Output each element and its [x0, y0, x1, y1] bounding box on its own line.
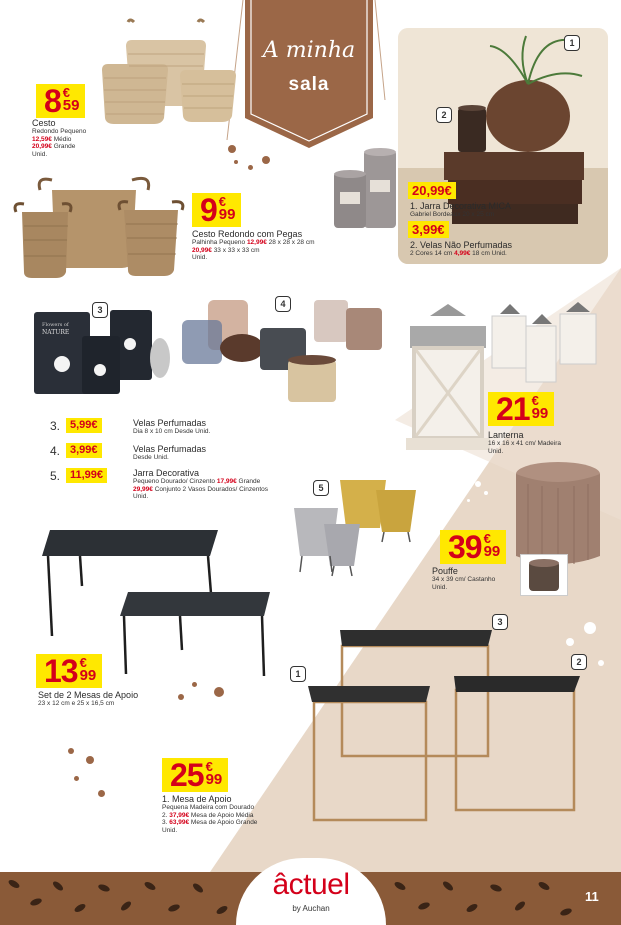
- baskets-image: [100, 18, 240, 126]
- price-int: 13: [44, 653, 78, 689]
- deco-dot: [228, 145, 236, 153]
- lanterna-desc: 16 x 16 x 41 cm/ Madeira Unid.: [488, 440, 561, 455]
- badge-2: 2: [436, 107, 452, 123]
- price-currency: €: [62, 85, 71, 100]
- lanterna-name: Lanterna: [488, 430, 524, 440]
- price-int: 9: [200, 192, 217, 228]
- cesto-pegas-name: Cesto Redondo com Pegas: [192, 229, 303, 239]
- cesto-name: Cesto: [32, 118, 56, 128]
- pouffe-detail-inset: [520, 554, 568, 596]
- price-cents: 59: [62, 97, 80, 114]
- list-price-4: 3,99€: [66, 443, 102, 458]
- deco-dot: [74, 776, 79, 781]
- price-int: 8: [44, 83, 61, 119]
- nesting-tables-image: [306, 626, 586, 826]
- price-tag-cesto: [36, 84, 85, 118]
- badge-1: 1: [564, 35, 580, 51]
- mesa-apoio-name: 1. Mesa de Apoio: [162, 794, 232, 804]
- badge-5: 5: [313, 480, 329, 496]
- metal-vases-image: [290, 474, 422, 578]
- price-currency: €: [483, 531, 491, 546]
- list-price-5: 11,99€: [66, 468, 107, 483]
- price-cents: 99: [483, 543, 501, 560]
- velas-np-name: 2. Velas Não Perfumadas: [410, 240, 513, 250]
- list-name-3: Velas Perfumadas: [133, 418, 207, 428]
- list-desc-5: Pequeno Dourado/ Cinzento 17,99€ Grande 29,99€ Conjunto 2 Vasos Dourados/ Cinzentos Unid.: [133, 478, 269, 500]
- deco-dot: [484, 491, 488, 495]
- deco-dot: [467, 499, 470, 502]
- deco-dot: [178, 694, 184, 700]
- deco-dot: [262, 156, 270, 164]
- price-jarra-mica: 20,99€: [408, 182, 456, 199]
- price-tag-mesas-set: [36, 654, 102, 688]
- candle-jars-image: [180, 294, 388, 404]
- brand-logo: âctuel: [272, 868, 350, 901]
- list-desc-3: Dia 8 x 10 cm Desde Unid.: [133, 428, 211, 435]
- price-int: 21: [496, 391, 530, 427]
- list-name-5: Jarra Decorativa: [133, 468, 200, 478]
- price-cents: 99: [218, 206, 236, 223]
- price-tag-mesa-apoio: [162, 758, 228, 792]
- deco-dot: [192, 682, 197, 687]
- price-tag-lanterna: [488, 392, 554, 426]
- title-line1: A minha: [262, 38, 356, 63]
- deco-dot: [598, 660, 604, 666]
- deco-dot: [98, 790, 105, 797]
- deco-dot: [86, 756, 94, 764]
- badge-3: 3: [92, 302, 108, 318]
- svg-text:NATURE: NATURE: [42, 329, 70, 336]
- mesas-set-desc: 23 x 12 cm e 25 x 16,5 cm: [38, 700, 115, 707]
- list-num-5: 5.: [50, 469, 61, 483]
- deco-dot: [214, 687, 224, 697]
- title-line2: sala: [288, 74, 330, 95]
- price-int: 25: [170, 757, 204, 793]
- mesa-apoio-desc: Pequena Madeira com Dourado 2. 37,99€ Mesa de Apoio Média 3. 63,99€ Mesa de Apoio Grande Unid.: [162, 804, 258, 834]
- mesas-set-name: Set de 2 Mesas de Apoio: [38, 690, 139, 700]
- cesto-pegas-desc: Palhinha Pequeno 12,99€ 28 x 28 x 28 cm 20,99€ 33 x 33 x 33 cm Unid.: [192, 239, 315, 261]
- badge-4: 4: [275, 296, 291, 312]
- jarra-mica-name: 1. Jarra Decorativa MICA: [410, 201, 512, 211]
- badge-table-3: 3: [492, 614, 508, 630]
- price-velas-np: 3,99€: [408, 221, 449, 238]
- price-tag-cesto-pegas: [192, 193, 241, 227]
- list-desc-4: Desde Unid.: [133, 454, 169, 461]
- deco-dot: [248, 165, 253, 170]
- badge-table-2: 2: [571, 654, 587, 670]
- scented-candles-image: [30, 306, 170, 398]
- page-number: 11: [585, 889, 599, 904]
- price-currency: €: [531, 393, 539, 408]
- brand-sub: by Auchan: [292, 904, 330, 913]
- deco-dot: [68, 748, 74, 754]
- list-price-3: 5,99€: [66, 418, 102, 433]
- price-currency: €: [79, 655, 87, 670]
- price-cents: 99: [531, 405, 549, 422]
- list-name-4: Velas Perfumadas: [133, 444, 207, 454]
- velas-np-desc: 2 Cores 14 cm 4,99€ 18 cm Unid.: [410, 250, 507, 257]
- price-tag-pouffe: [440, 530, 506, 564]
- price-cents: 99: [205, 771, 223, 788]
- svg-text:Flowers of: Flowers of: [42, 322, 69, 328]
- jarra-mica-desc: Gabriel Bordeaux 20 x 25 cm: [410, 211, 495, 218]
- price-currency: €: [205, 759, 213, 774]
- price-cents: 99: [79, 667, 97, 684]
- cesto-desc: Redondo Pequeno 12,59€ Médio 20,99€ Grande Unid.: [32, 128, 87, 158]
- pouffe-desc: 34 x 39 cm/ Castanho Unid.: [432, 576, 496, 591]
- deco-dot: [475, 481, 481, 487]
- list-num-4: 4.: [50, 444, 61, 458]
- badge-table-1: 1: [290, 666, 306, 682]
- price-int: 39: [448, 529, 482, 565]
- price-currency: €: [218, 194, 227, 209]
- baskets-with-handles-image: [12, 172, 188, 280]
- banner-stripes-right: [373, 0, 387, 110]
- candles-image: [330, 146, 402, 232]
- list-num-3: 3.: [50, 419, 61, 433]
- deco-dot: [234, 160, 238, 164]
- pouffe-name: Pouffe: [432, 566, 458, 576]
